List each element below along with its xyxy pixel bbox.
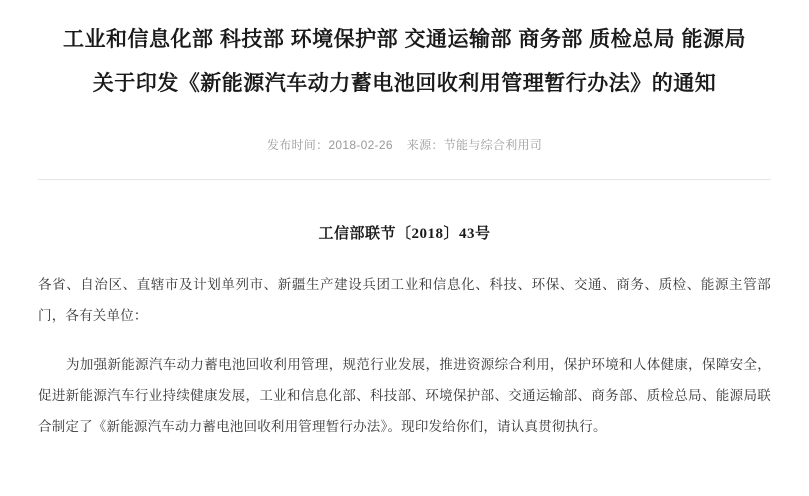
publish-time-value: 2018-02-26 xyxy=(328,138,393,152)
page-title: 工业和信息化部 科技部 环境保护部 交通运输部 商务部 质检总局 能源局关于印发《新能源汽车动力蓄电池回收利用管理暂行办法》的通知 xyxy=(62,28,746,95)
source-value: 节能与综合利用司 xyxy=(443,138,543,152)
document-number: 工信部联节〔2018〕43号 xyxy=(318,226,491,242)
divider xyxy=(38,179,771,180)
document-meta xyxy=(38,136,771,154)
publish-time-label: 发布时间： xyxy=(266,138,329,152)
source-label: 来源： xyxy=(406,138,444,152)
paragraph-body: 为加强新能源汽车动力蓄电池回收利用管理，规范行业发展，推进资源综合利用，保护环境和人体健康，保障安全，促进新能源汽车行业持续健康发展，工业和信息化部、科技部、环境保护部、交通运输部、商务部、质检总局、能源局联合制定了《新能源汽车动力蓄电池回收利用管理暂行办法》。现印发给你们，请认真贯彻执行。 xyxy=(38,357,771,434)
paragraph-addressee: 各省、自治区、直辖市及计划单列市、新疆生产建设兵团工业和信息化、科技、环保、交通、商务、质检、能源主管部门，各有关单位： xyxy=(38,277,771,323)
